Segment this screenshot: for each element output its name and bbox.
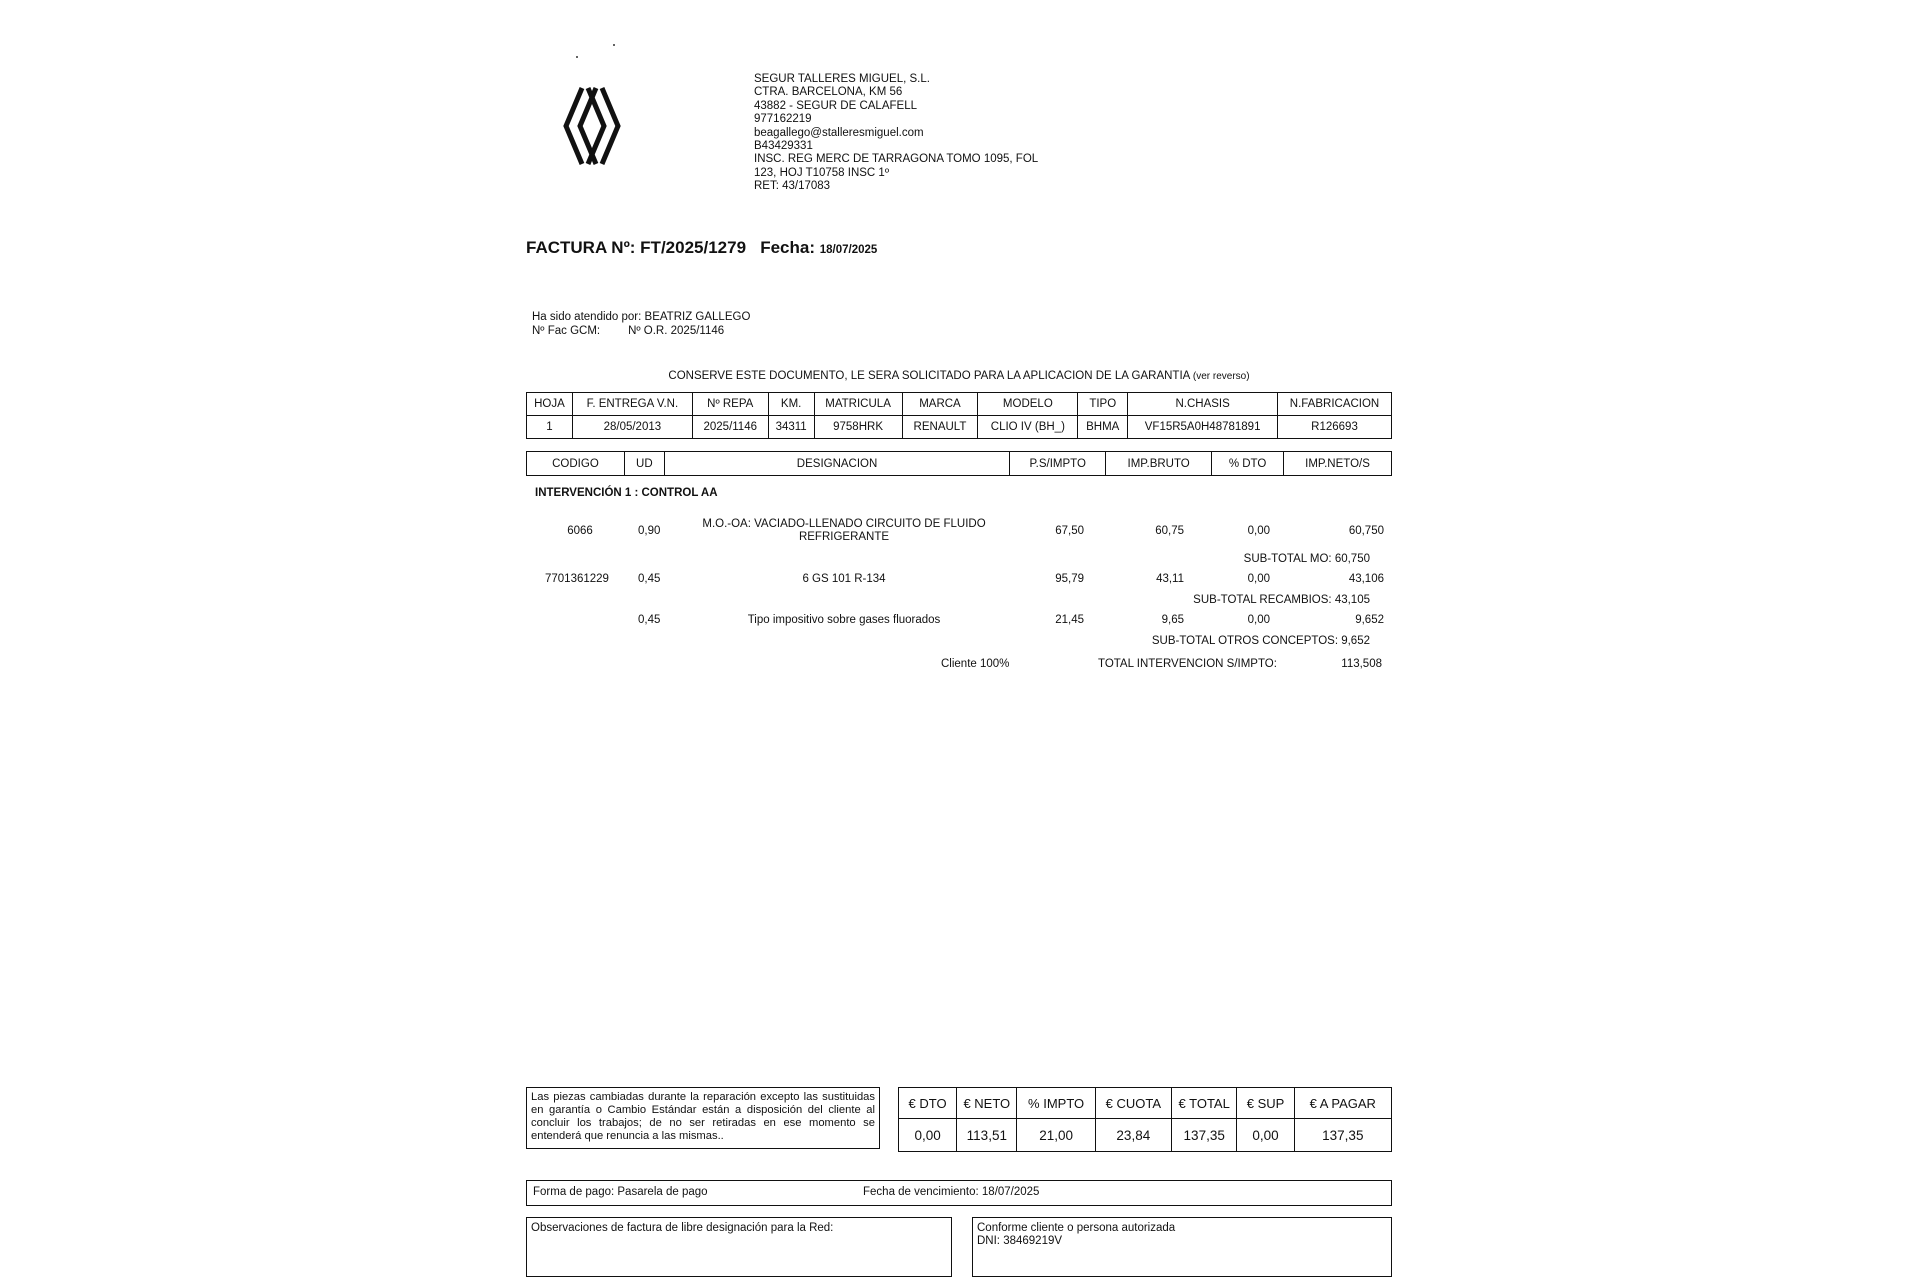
company-line: CTRA. BARCELONA, KM 56 [754,86,903,99]
vehicle-header: N.CHASIS [1128,393,1278,416]
vehicle-value: 28/05/2013 [572,416,692,439]
notice-small: (ver reverso) [1192,371,1250,382]
totals-header: % IMPTO [1017,1088,1095,1119]
totals-value: 137,35 [1171,1119,1237,1152]
total-intervention-label: TOTAL INTERVENCION S/IMPTO: [1098,658,1277,670]
totals-value: 21,00 [1017,1119,1095,1152]
vehicle-value: 9758HRK [814,416,902,439]
vehicle-header: F. ENTREGA V.N. [572,393,692,416]
item-gross: 43,11 [1156,573,1184,585]
item-dto: 0,00 [1247,573,1270,585]
item-description-line: REFRIGERANTE [798,531,890,543]
vehicle-table [526,392,1392,439]
client-signature-box [972,1217,1392,1277]
company-line: 43882 - SEGUR DE CALAFELL [754,99,917,112]
totals-header-row [899,1088,1392,1119]
brand-logo [562,84,622,168]
observations-box [526,1217,952,1277]
company-line: RET: 43/17083 [754,180,831,193]
column-header: P.S/IMPTO [1010,452,1106,476]
subtotal-recambios: SUB-TOTAL RECAMBIOS: 43,105 [1193,594,1370,606]
vehicle-header: MARCA [902,393,978,416]
vehicle-value: 1 [527,416,573,439]
totals-value-row [899,1119,1392,1152]
company-info [754,73,1038,194]
item-ud: 0,45 [638,614,661,626]
column-header: IMP.BRUTO [1106,452,1212,476]
totals-value: 0,00 [1237,1119,1294,1152]
scan-speck [613,44,615,46]
vehicle-value: 2025/1146 [692,416,768,439]
item-code: 7701361229 [545,573,609,585]
vehicle-header-row [527,393,1392,416]
item-price: 67,50 [1055,525,1084,537]
vehicle-header: KM. [768,393,814,416]
company-line: SEGUR TALLERES MIGUEL, S.L. [754,73,930,85]
item-ud: 0,90 [638,525,661,537]
totals-value: 113,51 [957,1119,1017,1152]
column-header: IMP.NETO/S [1284,452,1392,476]
vehicle-header: MATRICULA [814,393,902,416]
item-description [670,518,1018,544]
company-line: beagallego@stalleresmiguel.com [754,126,924,139]
invoice-number: FACTURA Nº: FT/2025/1279 [526,238,747,257]
vehicle-value: RENAULT [902,416,978,439]
totals-value: 137,35 [1294,1119,1391,1152]
payment-method: Forma de pago: Pasarela de pago [533,1186,708,1198]
fac-gcm-label: Nº Fac GCM: [532,324,601,337]
attended-info [532,311,750,338]
totals-header: € NETO [957,1088,1017,1119]
vehicle-header: MODELO [978,393,1078,416]
column-header: UD [624,452,664,476]
intervention-title: INTERVENCIÓN 1 : CONTROL AA [535,487,718,499]
signature-label: Conforme cliente o persona autorizada [977,1222,1176,1234]
item-price: 95,79 [1055,573,1084,585]
vehicle-header: N.FABRICACION [1278,393,1392,416]
item-ud: 0,45 [638,573,661,585]
company-line: B43429331 [754,140,813,153]
vehicle-value: 34311 [768,416,814,439]
totals-value: 23,84 [1095,1119,1171,1152]
column-header: DESIGNACION [664,452,1009,476]
item-dto: 0,00 [1247,614,1270,626]
item-description: Tipo impositivo sobre gases fluorados [747,614,941,626]
totals-header: € TOTAL [1171,1088,1237,1119]
item-net: 60,750 [1348,525,1384,537]
invoice-date-label: Fecha: [760,238,815,257]
item-net: 9,652 [1355,614,1384,626]
totals-header: € CUOTA [1095,1088,1171,1119]
totals-table [898,1087,1392,1152]
item-net: 43,106 [1348,573,1384,585]
vehicle-value: R126693 [1278,416,1392,439]
guarantee-notice [526,370,1392,382]
vehicle-value: CLIO IV (BH_) [978,416,1078,439]
or-number: Nº O.R. 2025/1146 [628,324,725,337]
vehicle-value-row [527,416,1392,439]
client-percentage: Cliente 100% [941,658,1010,670]
payment-due-date: Fecha de vencimiento: 18/07/2025 [863,1186,1040,1198]
notice-text: CONSERVE ESTE DOCUMENTO, LE SERA SOLICITADO PARA LA APLICACION DE LA GARANTIA [668,370,1190,382]
company-line: INSC. REG MERC DE TARRAGONA TOMO 1095, FOL [754,153,1039,166]
item-description: 6 GS 101 R-134 [802,573,886,585]
vehicle-header: TIPO [1078,393,1128,416]
item-dto: 0,00 [1247,525,1270,537]
item-code: 6066 [567,525,593,537]
vehicle-header: HOJA [527,393,573,416]
scan-speck [576,56,578,58]
item-description-line: M.O.-OA: VACIADO-LLENADO CIRCUITO DE FLUIDO [702,518,986,530]
invoice-title [526,238,877,258]
invoice-date: 18/07/2025 [819,244,878,256]
vehicle-value: VF15R5A0H48781891 [1128,416,1278,439]
subtotal-otros: SUB-TOTAL OTROS CONCEPTOS: 9,652 [1151,635,1370,647]
vehicle-value: BHMA [1078,416,1128,439]
item-price: 21,45 [1055,614,1084,626]
company-line: 123, HOJ T10758 INSC 1º [754,166,890,179]
totals-header: € DTO [899,1088,957,1119]
item-gross: 60,75 [1155,525,1184,537]
payment-box [526,1180,1392,1206]
vehicle-header: Nº REPA [692,393,768,416]
totals-header: € A PAGAR [1294,1088,1391,1119]
item-gross: 9,65 [1161,614,1184,626]
client-dni: DNI: 38469219V [977,1235,1063,1247]
attended-by: Ha sido atendido por: BEATRIZ GALLEGO [532,311,751,323]
totals-header: € SUP [1237,1088,1294,1119]
company-line: 977162219 [754,113,812,126]
parts-notice-box: Las piezas cambiadas durante la reparación excepto las sustituidas en garantía o Cambio Estándar están a disposición del cliente al concluir los trabajos; de no ser retiradas en ese momento se entenderá que renuncia a las mismas.. [526,1087,880,1149]
totals-value: 0,00 [899,1119,957,1152]
items-header-row [527,452,1392,476]
subtotal-mo: SUB-TOTAL MO: 60,750 [1243,553,1370,565]
column-header: CODIGO [527,452,625,476]
observations-label: Observaciones de factura de libre designación para la Red: [531,1222,834,1234]
items-header-table [526,451,1392,476]
total-intervention-value: 113,508 [1341,658,1382,670]
column-header: % DTO [1212,452,1284,476]
